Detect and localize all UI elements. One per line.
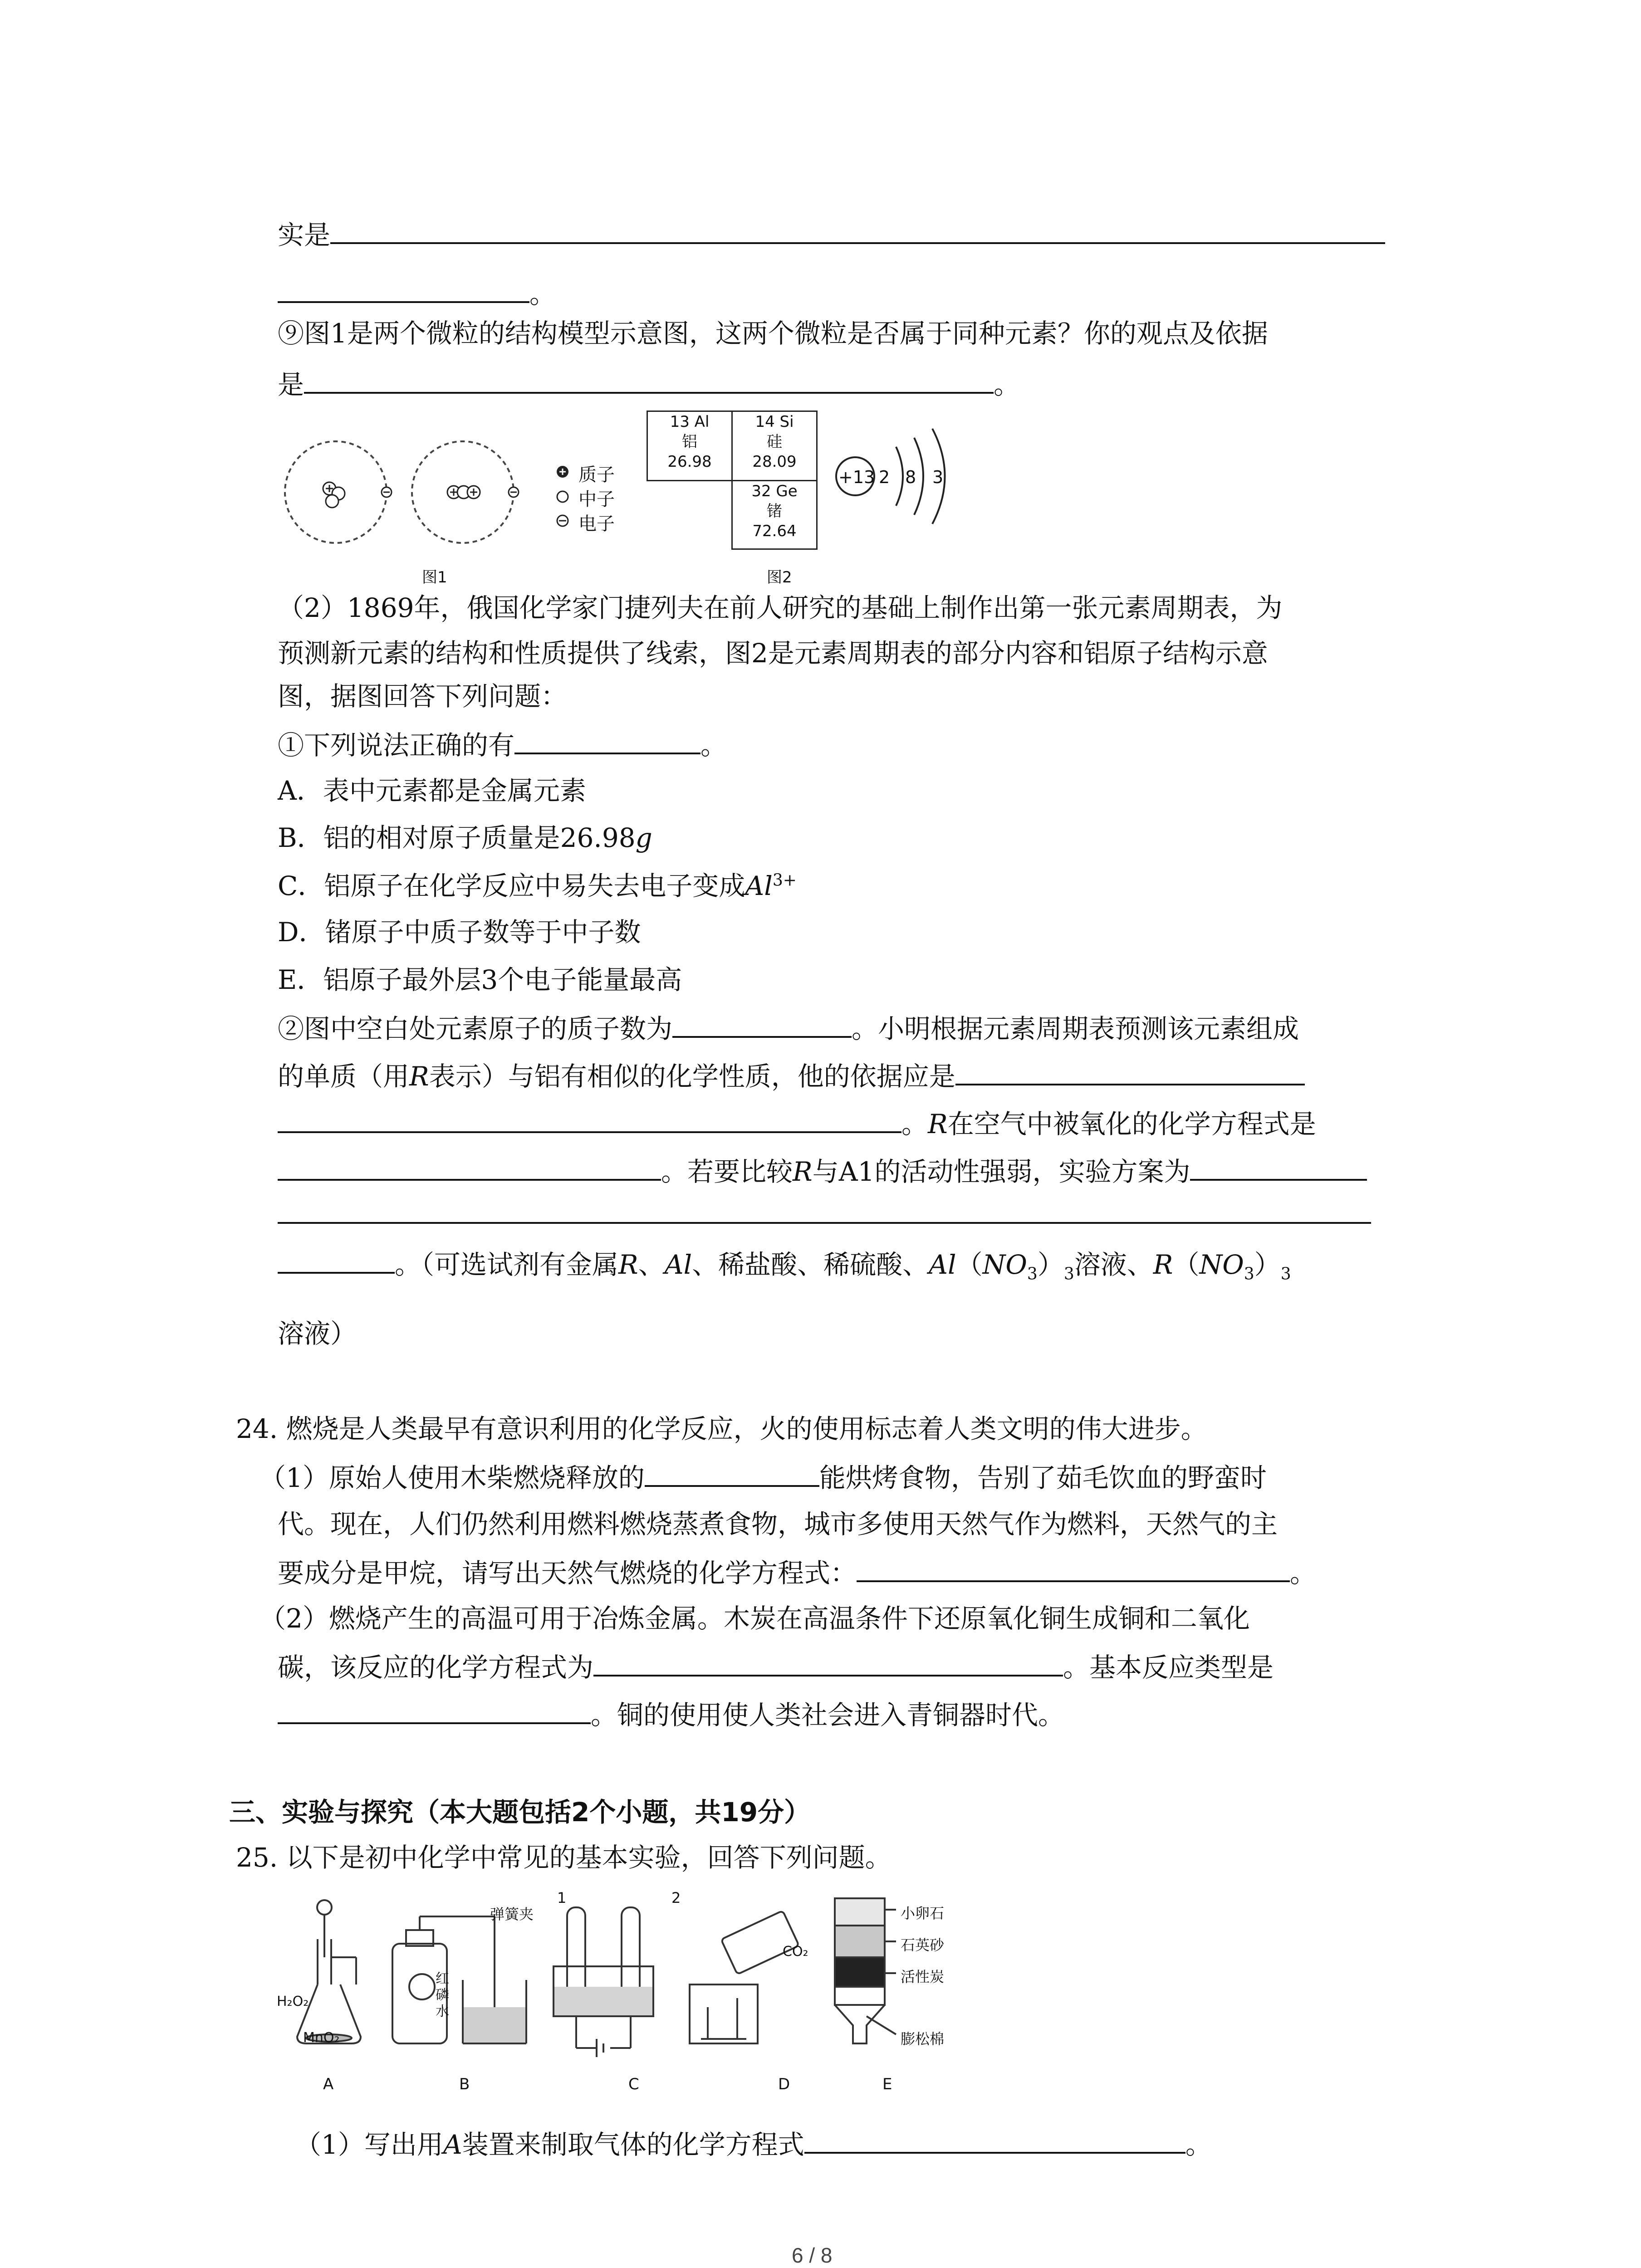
label-a-h2o2: H₂O₂ [277,1994,309,2009]
label-e-activated-carbon: 活性炭 [901,1968,945,1985]
atom-nucleus-charge: +13 [838,467,875,487]
q24-line5: （2）燃烧产生的高温可用于冶炼金属。木炭在高温条件下还原氧化铜生成铜和二氧化 [260,1603,1250,1634]
answer-blank[interactable] [278,1198,1371,1224]
atom-shell-2: 8 [905,467,916,487]
particle-1-model [285,441,392,543]
atom-shell-3: 3 [932,467,944,487]
apparatus-label-d: D [778,2075,790,2093]
q9-line1: 实是 [278,218,1385,251]
q9-line2: 。 [278,277,556,310]
answer-blank[interactable] [593,1650,1063,1677]
page-number: 6 / 8 [792,2244,833,2267]
q24-line2: （1）原始人使用木柴燃烧释放的 能烘烤食物，告别了茹毛饮血的野蛮时 [260,1461,1267,1494]
apparatus-label-b: B [459,2075,470,2093]
atom-shell-1: 2 [879,467,890,487]
element-cell-al: 13 Al 铝 26.98 [647,411,733,481]
particle-2-model [412,441,519,543]
answer-blank[interactable] [857,1556,1290,1582]
label-d-co2: CO₂ [783,1944,808,1960]
answer-blank[interactable] [278,1247,395,1274]
label-c-tube-1: 1 [557,1889,567,1906]
label-e-quartz-sand: 石英砂 [901,1936,945,1954]
label-e-cotton: 膨松棉 [901,2030,945,2048]
p2-line13: 。若要比较R与A1的活动性强弱，实验方案为 [278,1154,1367,1188]
p2-line14 [278,1198,1371,1231]
option-e: E．铝原子最外层3个电子能量最高 [278,964,682,995]
p2-line16: 溶液） [278,1318,357,1349]
element-cell-blank [647,480,730,547]
answer-blank[interactable] [514,728,700,754]
option-d: D．锗原子中质子数等于中子数 [278,917,641,948]
p2-line10: ②图中空白处元素原子的质子数为 。小明根据元素周期表预测该元素组成 [278,1012,1299,1045]
figure-1-legend-labels: 质子 中子 电子 [578,464,615,534]
apparatus-b-oxygen-content [392,1916,526,2043]
figure-1-legend [557,466,568,526]
apparatus-a-gas-generator [297,1900,361,2043]
label-b-red-phosphorus: 红 磷 水 [436,1971,449,2019]
element-cell-si: 14 Si 硅 28.09 [731,411,818,481]
p2-line1: （2）1869年，俄国化学家门捷列夫在前人研究的基础上制作出第一张元素周期表，为 [278,592,1283,623]
answer-blank[interactable] [278,277,529,303]
answer-blank[interactable] [330,218,1385,244]
label-c-tube-2: 2 [671,1889,681,1906]
answer-blank[interactable] [1190,1154,1367,1181]
apparatus-label-a: A [323,2075,334,2093]
apparatus-d-co2-candles [690,1911,799,2043]
label-b-clamp: 弹簧夹 [490,1906,534,1923]
q9-line4: 是 。 [278,367,1020,401]
answer-blank[interactable] [645,1461,819,1487]
answer-blank[interactable] [304,367,994,394]
answer-blank[interactable] [278,1154,661,1181]
q24-line3: 代。现在，人们仍然利用燃料燃烧蒸煮食物，城市多使用天然气作为燃料，天然气的主 [278,1509,1278,1540]
answer-blank[interactable] [278,1107,901,1133]
apparatus-label-e: E [882,2075,892,2093]
apparatus-c-electrolysis [554,1907,653,2057]
element-cell-ge: 32 Ge 锗 72.64 [731,480,818,550]
p2-line11: 的单质（用R表示）与铝有相似的化学性质，他的依据应是 [278,1059,1305,1092]
q25-part1: （1）写出用A装置来制取气体的化学方程式 。 [295,2127,1212,2160]
answer-blank[interactable] [278,1698,591,1724]
q24-line7: 。铜的使用使人类社会进入青铜器时代。 [278,1698,1064,1731]
option-b: B．铝的相对原子质量是26.98g [278,822,652,853]
q9-line3: ⑨图1是两个微粒的结构模型示意图，这两个微粒是否属于同种元素？你的观点及依据 [278,318,1268,349]
apparatus-e-water-filter [835,1898,896,2043]
p2-line4: ①下列说法正确的有 。 [278,728,727,761]
q24-line6: 碳，该反应的化学方程式为 。基本反应类型是 [278,1650,1274,1683]
answer-blank[interactable] [672,1012,852,1038]
p2-line3: 图，据图回答下列问题： [278,681,568,712]
apparatus-label-c: C [628,2075,639,2093]
answer-blank[interactable] [804,2127,1185,2154]
figure-2-caption: 图2 [767,568,792,587]
q24-line4: 要成分是甲烷，请写出天然气燃烧的化学方程式： 。 [278,1556,1316,1589]
p2-line12: 。R在空气中被氧化的化学方程式是 [278,1107,1316,1140]
option-c: C．铝原子在化学反应中易失去电子变成$Al^{3+}$ [278,870,797,901]
q25-line1: 25. 以下是初中化学中常见的基本实验，回答下列问题。 [236,1842,892,1873]
p2-line2: 预测新元素的结构和性质提供了线索，图2是元素周期表的部分内容和铝原子结构示意 [278,638,1268,669]
label-a-mno2: MnO₂ [303,2030,340,2046]
p2-line15: 。（可选试剂有金属R、Al、稀盐酸、稀硫酸、$Al(NO_3)_3$溶液、$R(NO_3)_3$ [278,1247,1291,1281]
answer-blank[interactable] [955,1059,1305,1085]
section-3-heading: 三、实验与探究（本大题包括2个小题，共19分） [229,1797,811,1828]
figure-1-caption: 图1 [422,568,447,587]
option-a: A．表中元素都是金属元素 [278,775,586,806]
label-e-pebbles: 小卵石 [901,1905,945,1922]
q24-line1: 24. 燃烧是人类最早有意识利用的化学反应，火的使用标志着人类文明的伟大进步。 [236,1413,1207,1444]
